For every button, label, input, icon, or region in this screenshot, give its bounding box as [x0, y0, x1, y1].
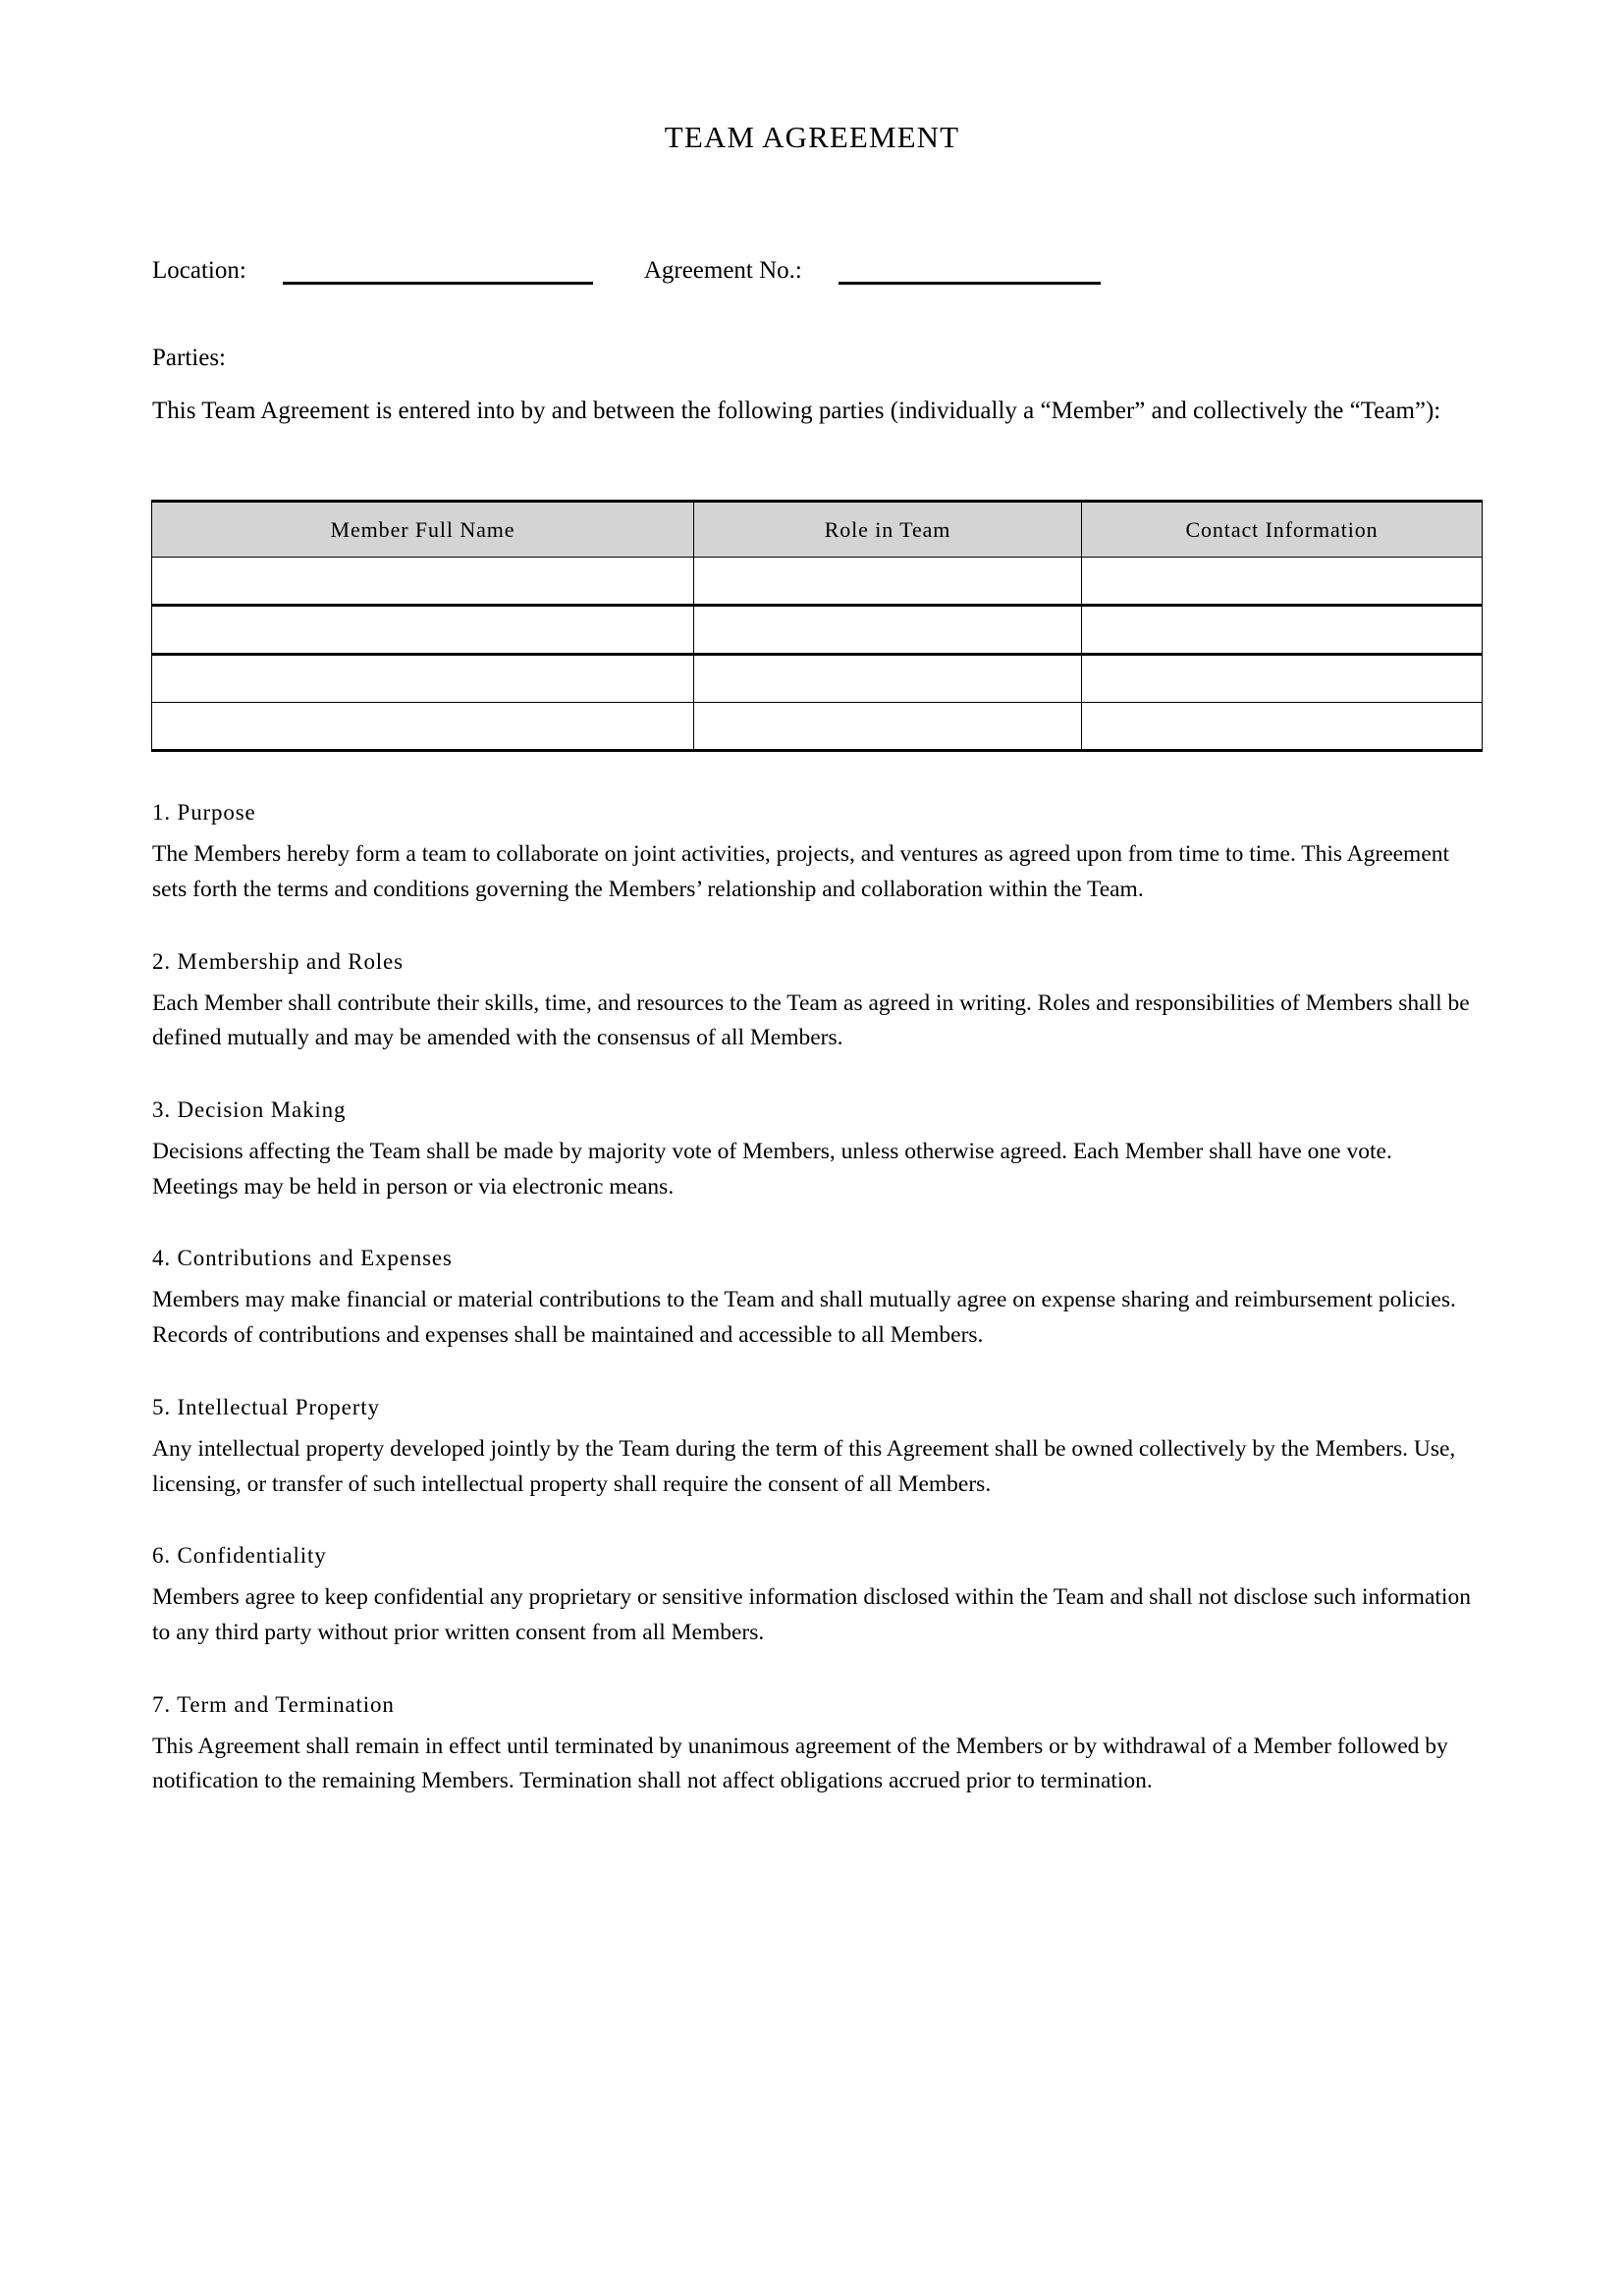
cell-role-in-team[interactable]	[694, 606, 1082, 655]
clause-confidentiality	[152, 1544, 1475, 1650]
cell-role-in-team[interactable]	[694, 703, 1082, 751]
clause-heading: 1. Purpose	[152, 800, 256, 826]
cell-contact-information[interactable]	[1082, 703, 1483, 751]
clause-heading: 7. Term and Termination	[152, 1691, 395, 1717]
table-row	[152, 655, 1483, 703]
header-fields-row	[152, 256, 1475, 285]
clause-body: Any intellectual property developed jointly by the Team during the term of this Agreement shall be owned collectively by the Members. Use, licensing, or transfer of such intellectual property shall require the consent of all Members.	[152, 1435, 1456, 1497]
clause-heading: 6. Confidentiality	[152, 1543, 327, 1569]
table-row	[152, 606, 1483, 655]
clause-contributions-and-expenses	[152, 1247, 1475, 1353]
column-header-contact-information: Contact Information	[1082, 502, 1483, 558]
location-label: Location:	[152, 257, 246, 285]
agreement-no-label: Agreement No.:	[643, 257, 802, 285]
member-table	[151, 500, 1483, 752]
clause-body: This Agreement shall remain in effect until terminated by unanimous agreement of the Members or by withdrawal of a Member followed by notification to the remaining Members. Termination shall not affect obligations accrued prior to termination.	[152, 1733, 1448, 1794]
clause-heading: 2. Membership and Roles	[152, 948, 404, 974]
location-input[interactable]	[283, 256, 593, 285]
clause-body: Each Member shall contribute their skills, time, and resources to the Team as agreed in writing. Roles and responsibilities of Members shall be defined mutually and may be amended with the consensus of all Members.	[152, 989, 1470, 1051]
clause-heading: 4. Contributions and Expenses	[152, 1246, 453, 1271]
clause-body: The Members hereby form a team to collaborate on joint activities, projects, and ventures as agreed upon from time to time. This Agreement sets forth the terms and conditions governing the Members’ relationship and collaboration within the Team.	[152, 841, 1450, 902]
member-table-body	[152, 558, 1483, 751]
parties-label: Parties:	[152, 345, 226, 372]
document-content	[149, 256, 1475, 1799]
table-header-row	[152, 502, 1483, 558]
table-row	[152, 703, 1483, 751]
table-row	[152, 558, 1483, 606]
clause-body: Decisions affecting the Team shall be made by majority vote of Members, unless otherwise agreed. Each Member shall have one vote. Meetings may be held in person or via electronic means.	[152, 1138, 1392, 1200]
clause-membership-and-roles	[152, 950, 1475, 1056]
clauses-list	[152, 801, 1475, 1799]
clause-body: Members agree to keep confidential any proprietary or sensitive information disclosed within the Team and shall not disclose such information to any third party without prior written consent from all Members.	[152, 1584, 1471, 1645]
clause-term-and-termination	[152, 1693, 1475, 1799]
cell-contact-information[interactable]	[1082, 655, 1483, 703]
clause-body: Members may make financial or material contributions to the Team and shall mutually agree on expense sharing and reimbursement policies. Records of contributions and expenses shall be maintained and accessible to all Members.	[152, 1287, 1456, 1349]
cell-role-in-team[interactable]	[694, 558, 1082, 606]
cell-role-in-team[interactable]	[694, 655, 1082, 703]
agreement-no-input[interactable]	[839, 256, 1101, 285]
cell-member-full-name[interactable]	[152, 703, 694, 751]
member-table-head	[152, 502, 1483, 558]
clause-purpose	[152, 801, 1475, 907]
column-header-member-full-name: Member Full Name	[152, 502, 694, 558]
clause-decision-making	[152, 1098, 1475, 1204]
cell-contact-information[interactable]	[1082, 558, 1483, 606]
cell-member-full-name[interactable]	[152, 558, 694, 606]
column-header-role-in-team: Role in Team	[694, 502, 1082, 558]
cell-member-full-name[interactable]	[152, 655, 694, 703]
clause-heading: 5. Intellectual Property	[152, 1394, 380, 1419]
clause-heading: 3. Decision Making	[152, 1096, 347, 1122]
clause-intellectual-property	[152, 1396, 1475, 1502]
cell-member-full-name[interactable]	[152, 606, 694, 655]
cell-contact-information[interactable]	[1082, 606, 1483, 655]
page-title: TEAM AGREEMENT	[664, 120, 960, 154]
parties-description: This Team Agreement is entered into by and between the following parties (individually a “Member” and collectively the “Team”):	[152, 398, 1441, 425]
